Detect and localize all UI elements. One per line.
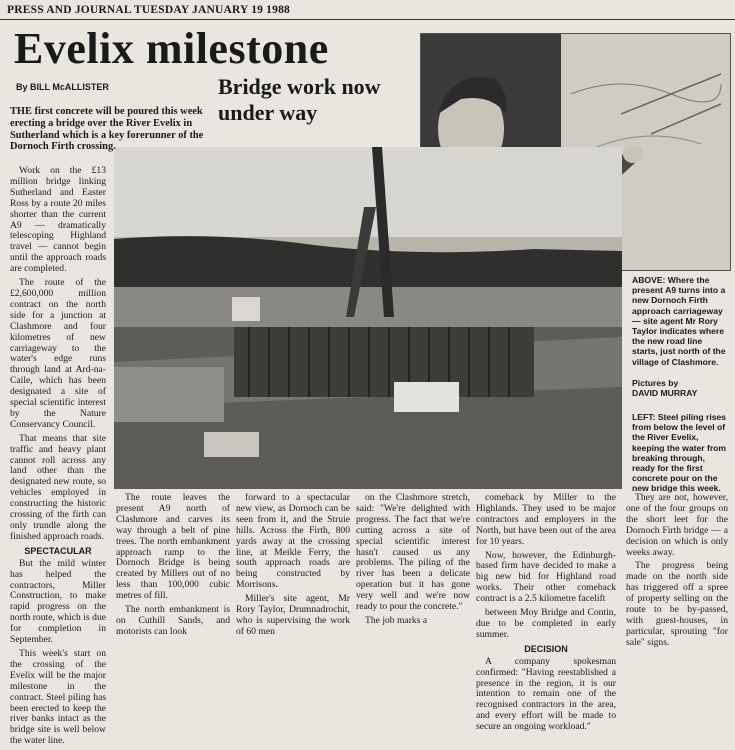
paragraph: forward to a spectacular new view, as Dornoch can be seen from it, and the Struie hills. Across the Firth, 800 yards away at the crossing line, at Meikle Ferry, the south approach roads are being constructed by Morrisons.	[236, 492, 350, 591]
paragraph: But the mild winter has helped the contractors, Miller Construction, to make rapid progress on the north route, which is due for completion in September.	[10, 557, 106, 646]
paragraph: Now, however, the Edinburgh-based firm have decided to make a big new bid for Highland road works. Their other comeback contract is a 2.5 kilometre facelift	[476, 549, 616, 605]
byline: By BILL McALLISTER	[16, 82, 109, 92]
paragraph: between Moy Bridge and Contin, due to be completed in early summer.	[476, 607, 616, 640]
photo-credit-label: Pictures by	[632, 378, 679, 388]
paragraph: The north embankment is on Cuthill Sands, and motorists can look	[116, 604, 230, 637]
paragraph: This week's start on the crossing of the Evelix will be the major milestone in the contract. Steel piling has been erected to keep the river banks intact as the bridge site is well below the water line.	[10, 647, 106, 747]
subheadline: Bridge work now under way	[218, 74, 381, 125]
paragraph: They are not, however, one of the four groups on the short leet for the Dornoch Firth bridge — a decision on which is only weeks away.	[626, 492, 728, 558]
paragraph: The job marks a	[365, 614, 428, 626]
paragraph: Work on the £13 million bridge linking Sutherland and Easter Ross by a route 20 miles shorter than the current A9 — dramatically telescoping Highland travel — cannot begin until the approach roads are completed.	[10, 165, 106, 275]
paragraph: Miller's site agent, Mr Rory Taylor, Drumnadrochit, who is supervising the work of 60 men	[236, 593, 350, 637]
headline: Evelix milestone	[14, 24, 329, 73]
photo-bridge-site	[114, 147, 622, 489]
article-column-5	[476, 493, 616, 736]
article-column-4	[356, 493, 470, 630]
paragraph: The route leaves the present A9 north of Clashmore and carves its way through a belt of pine trees. The north embankment approach ramp to the Dornoch Bridge is being created by Millers out of no less than 100,000 cubic metres of fill.	[116, 492, 230, 602]
article-intro: THE first concrete will be poured this week erecting a bridge over the River Evelix in Sutherland which is a key forerunner of the Dornoch Firth crossing.	[10, 106, 204, 153]
article-column-3	[236, 493, 350, 641]
subheading-decision: DECISION	[524, 643, 568, 654]
caption-above: ABOVE: Where the present A9 turns into a new Dornoch Firth approach carriageway — site agent Mr Rory Taylor indicates where the new road line starts, just north of the village of Clashmore.	[632, 275, 726, 367]
paragraph: A company spokesman confirmed: "Having reestablished a presence in the region, it is our intention to remain one of the recognised contractors in the area, and every effort will be made to secure an ongoing workload."	[476, 655, 616, 733]
photo-credit-name: DAVID MURRAY	[632, 388, 698, 399]
article-column-1	[10, 166, 106, 750]
dateline: PRESS AND JOURNAL TUESDAY JANUARY 19 1988	[7, 4, 290, 16]
article-column-2	[116, 493, 230, 641]
paragraph: The progress being made on the north side has triggered off a spree of property selling on the route to be by-passed, with guest-houses, in particular, sprouting "for sale" signs.	[626, 560, 728, 648]
paragraph: That means that site traffic and heavy plant cannot roll across any land other than the designated new route, so vehicles employed in constructing the historic crossing of the firth can only trundle along the finished approach roads.	[10, 432, 106, 542]
paragraph: The route of the £2,600,000 million contract on the north side for a junction at Clashmore and four kilometres of new carriageway to the water's edge runs through land at Ard-na-Caile, which has been designated a site of special scientific interest by the Nature Conservancy Council.	[10, 277, 106, 430]
paragraph: on the Clashmore stretch, said: "We're delighted with progress. The fact that we're cutting across a site of special scientific interest hasn't caused us any problems. The piling of the river has been a delicate operation but it has gone very well and we're now ready to pour the concrete."	[356, 492, 470, 613]
photo-credit	[632, 378, 730, 398]
paragraph: comeback by Miller to the Highlands. They used to be major contractors and employers in the North, but have been out of the area for 10 years.	[476, 492, 616, 547]
dateline-rule	[0, 19, 735, 20]
caption-left: LEFT: Steel piling rises from below the level of the River Evelix, keeping the water from breaking through, ready for the first concrete pour on the new bridge this week.	[632, 412, 727, 494]
subheading-spectacular: SPECTACULAR	[24, 545, 92, 556]
article-column-6	[626, 493, 728, 652]
